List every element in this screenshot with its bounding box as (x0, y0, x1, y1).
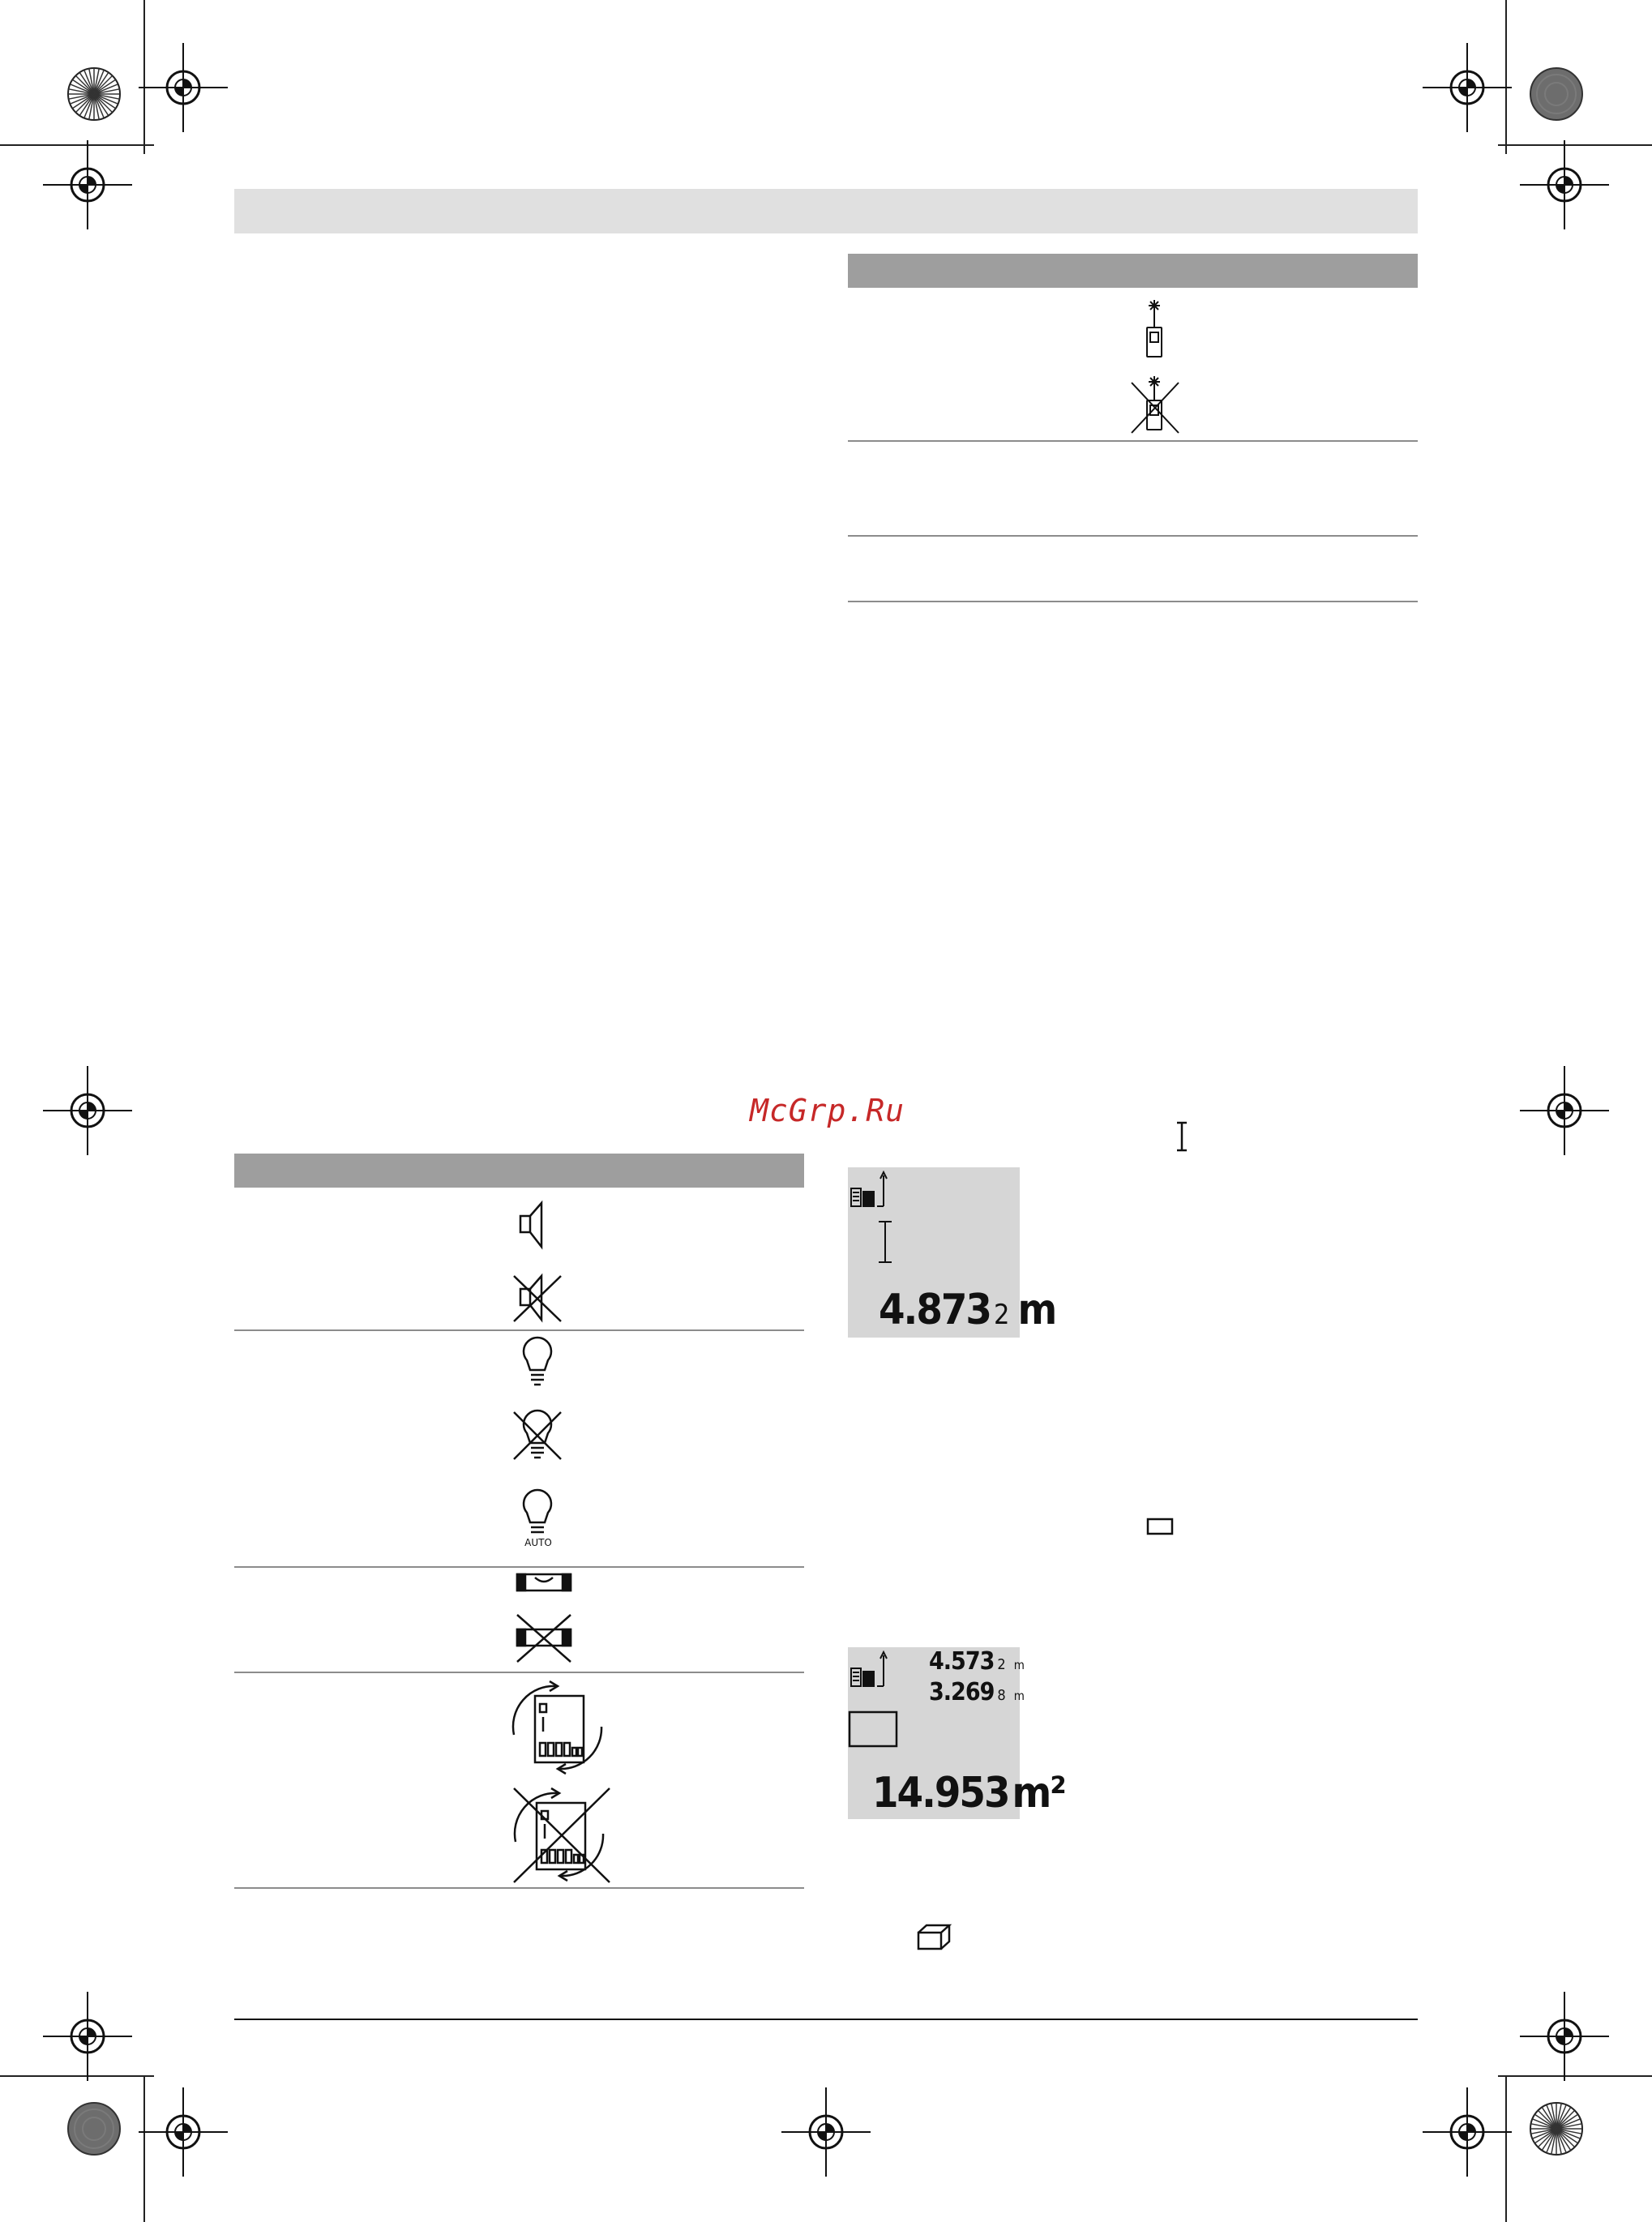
spirit-level-off-icon (512, 1613, 577, 1665)
header-band (234, 189, 1418, 233)
speaker-icon (511, 1198, 559, 1253)
lcd-length-display (848, 1167, 1056, 1338)
bulb-icon (516, 1336, 564, 1389)
table-header-bar (848, 254, 1418, 288)
table-divider (848, 535, 1418, 537)
area-measure-icon (1146, 1518, 1174, 1535)
bulb-off-icon (509, 1407, 569, 1462)
lcd-area-result (872, 1769, 1065, 1817)
bulb-auto-icon (516, 1490, 564, 1540)
table-divider (234, 1329, 804, 1331)
table-divider (234, 1887, 804, 1889)
lcd-area-line2-unit: m (1013, 1689, 1025, 1703)
settings-table-header-bar (234, 1154, 804, 1188)
display-rotation-off-icon (509, 1785, 616, 1886)
lcd-area-line2-value: 3.269 (929, 1678, 995, 1706)
spirit-level-icon (514, 1571, 576, 1595)
lcd-status-icons (848, 1167, 913, 1265)
lcd-area-line2 (929, 1678, 1025, 1706)
auto-label: AUTO (524, 1537, 552, 1548)
lcd-length-reading (879, 1286, 1055, 1334)
device-upright-off-icon (1130, 375, 1187, 439)
volume-measure-icon (916, 1923, 952, 1952)
speaker-muted-icon (511, 1271, 567, 1326)
lcd-area-result-unit: m² (1012, 1769, 1065, 1817)
lcd-length-unit: m (1017, 1286, 1056, 1334)
device-upright-icon (1138, 298, 1187, 363)
table-divider (234, 1672, 804, 1673)
lcd-area-line1-unit: m (1013, 1658, 1025, 1672)
lcd-area-line2-small: 8 (997, 1687, 1006, 1704)
lcd-length-value: 4.873 (879, 1286, 991, 1334)
table-divider (848, 601, 1418, 602)
lcd-area-line1-small: 2 (997, 1656, 1006, 1673)
table-divider (848, 440, 1418, 442)
footer-rule (234, 2019, 1418, 2020)
display-rotation-icon (511, 1678, 608, 1775)
lcd-area-display (848, 1647, 1065, 1819)
lcd-length-small-digit: 2 (993, 1299, 1010, 1331)
watermark-text: McGrp.Ru (750, 1093, 905, 1128)
length-measure-icon (1174, 1120, 1190, 1153)
table-divider (234, 1566, 804, 1568)
lcd-area-line1-value: 4.573 (929, 1647, 995, 1676)
lcd-area-line1 (929, 1647, 1025, 1676)
lcd-area-result-value: 14.953 (872, 1769, 1009, 1817)
lcd-status-icons (848, 1647, 913, 1753)
